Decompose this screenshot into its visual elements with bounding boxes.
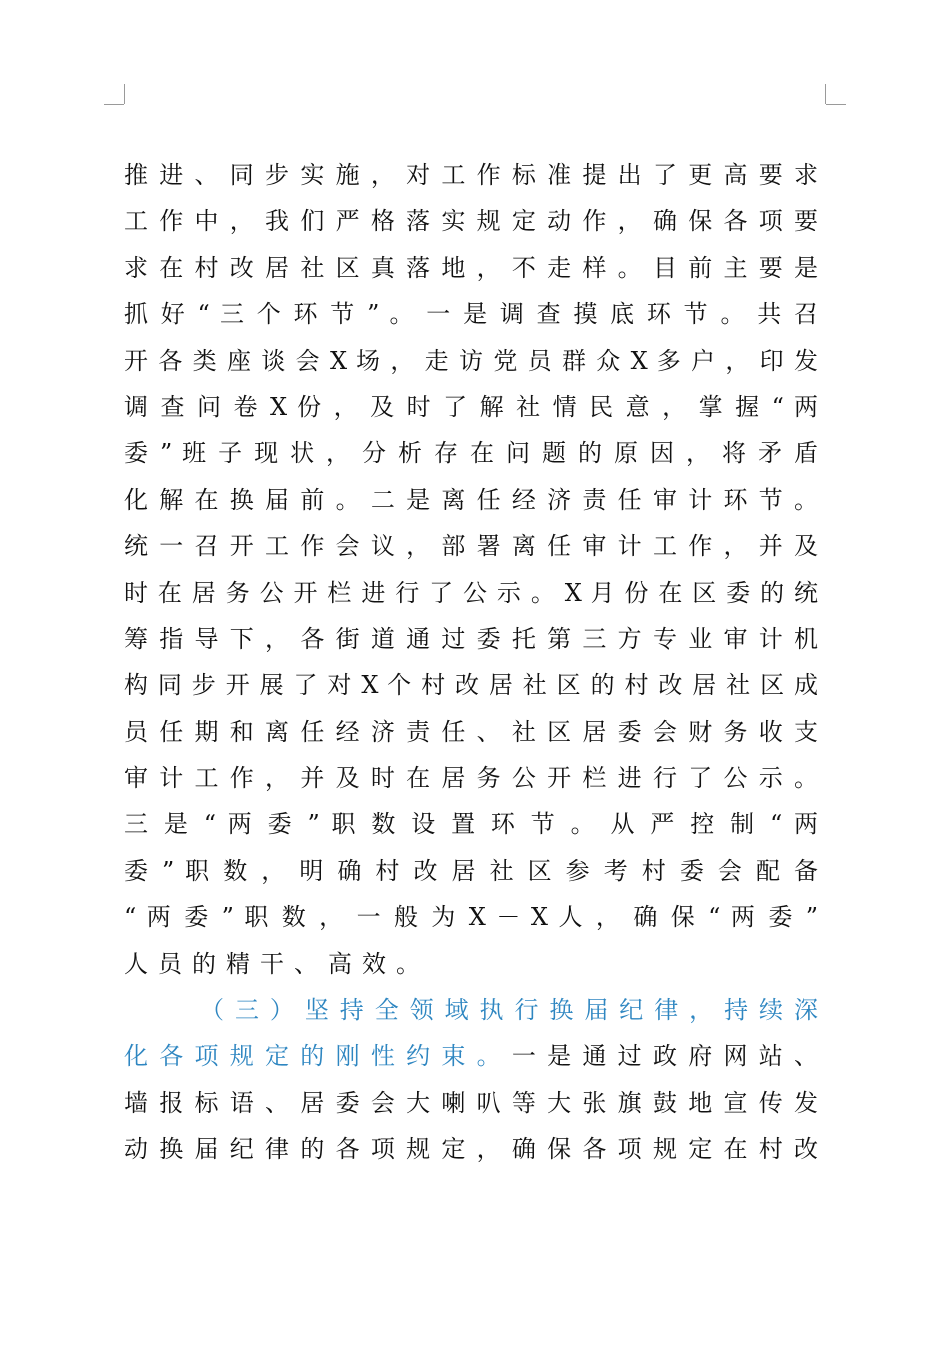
- text-line: 时 在 居 务 公 开 栏 进 行 了 公 示 。 X 月 份 在 区 委 的 统: [124, 578, 818, 607]
- crop-mark-top-left-v: [124, 84, 125, 104]
- text-line: 人员的精干、高效。: [124, 949, 430, 978]
- text-line: 墙 报 标 语 、 居 委 会 大 喇 叭 等 大 张 旗 鼓 地 宣 传 发: [124, 1088, 818, 1117]
- text-line: 求 在 村 改 居 社 区 真 落 地 ， 不 走 样 。 目 前 主 要 是: [124, 253, 818, 282]
- section-heading-line-2: [124, 1033, 818, 1079]
- text-line: 审 计 工 作 ， 并 及 时 在 居 务 公 开 栏 进 行 了 公 示 。: [124, 764, 818, 793]
- text-line: 委 ” 班 子 现 状 ， 分 析 存 在 问 题 的 原 因 ， 将 矛 盾: [124, 439, 818, 468]
- text-line: 筹 指 导 下 ， 各 街 道 通 过 委 托 第 三 方 专 业 审 计 机: [124, 624, 818, 653]
- crop-mark-top-right-v: [825, 84, 826, 104]
- text-line: 动 换 届 纪 律 的 各 项 规 定 ， 确 保 各 项 规 定 在 村 改: [124, 1135, 818, 1164]
- crop-mark-top-right-h: [826, 104, 846, 105]
- text-line: 统 一 召 开 工 作 会 议 ， 部 署 离 任 审 计 工 作 ， 并 及: [124, 532, 818, 561]
- crop-mark-top-left-h: [104, 104, 124, 105]
- section-heading-line-1: （ 三 ） 坚 持 全 领 域 执 行 换 届 纪 律 ， 持 续 深: [200, 996, 818, 1025]
- text-line: 开 各 类 座 谈 会 X 场 ， 走 访 党 员 群 众 X 多 户 ， 印 发: [124, 346, 818, 375]
- text-line: 员 任 期 和 离 任 经 济 责 任 、 社 区 居 委 会 财 务 收 支: [124, 717, 818, 746]
- text-line: 三 是 “ 两 委 ” 职 数 设 置 环 节 。 从 严 控 制 “ 两: [124, 810, 818, 839]
- text-line: 工 作 中 ， 我 们 严 格 落 实 规 定 动 作 ， 确 保 各 项 要: [124, 207, 818, 236]
- text-line: 推 进 、 同 步 实 施 ， 对 工 作 标 准 提 出 了 更 高 要 求: [124, 161, 818, 189]
- body-text: [124, 152, 818, 1173]
- text-line: 调 查 问 卷 X 份 ， 及 时 了 解 社 情 民 意 ， 掌 握 “ 两: [124, 392, 818, 421]
- text-line: “ 两 委 ” 职 数 ， 一 般 为 X － X 人 ， 确 保 “ 两 委 ”: [124, 903, 818, 932]
- text-line: 化 解 在 换 届 前 。 二 是 离 任 经 济 责 任 审 计 环 节 。: [124, 485, 818, 514]
- section-heading-tail: 化 各 项 规 定 的 刚 性 约 束 。: [124, 1042, 503, 1071]
- text-line: 抓 好 “ 三 个 环 节 ” 。 一 是 调 查 摸 底 环 节 。 共 召: [124, 300, 818, 329]
- text-line: 委 ” 职 数 ， 明 确 村 改 居 社 区 参 考 村 委 会 配 备: [124, 856, 818, 885]
- section-body-start: 一 是 通 过 政 府 网 站 、: [511, 1042, 818, 1071]
- text-line: 构 同 步 开 展 了 对 X 个 村 改 居 社 区 的 村 改 居 社 区 成: [124, 671, 818, 700]
